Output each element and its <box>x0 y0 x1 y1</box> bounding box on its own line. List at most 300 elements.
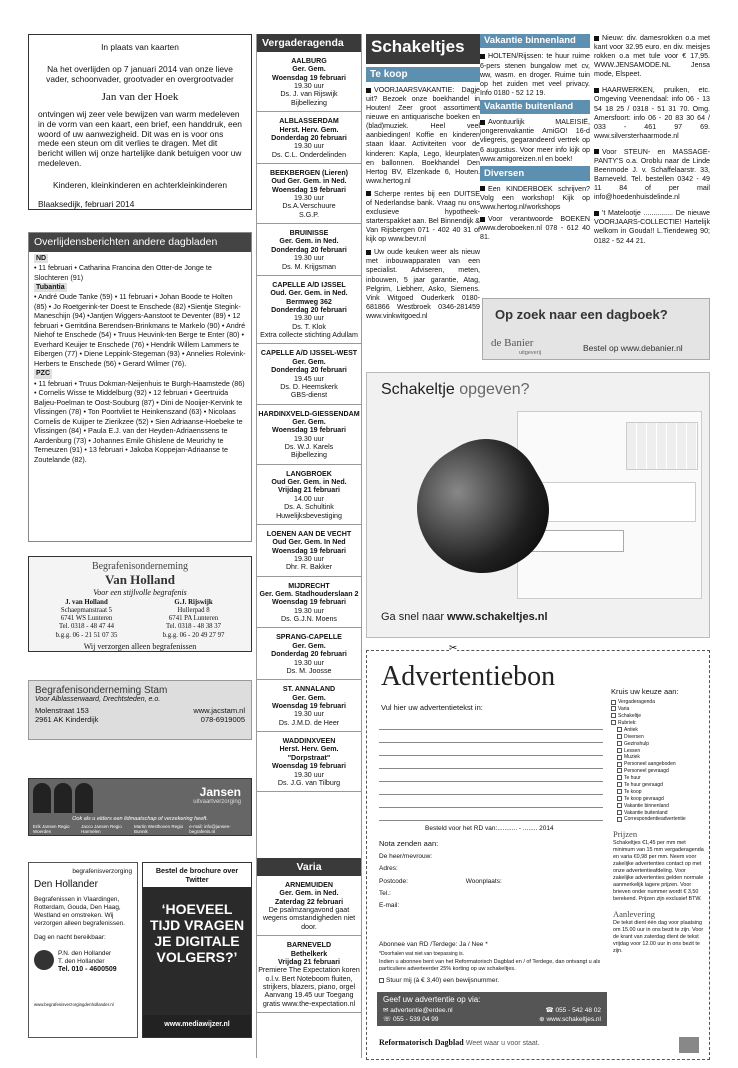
debanier-logo: de Banier <box>491 337 534 349</box>
checkbox[interactable] <box>617 810 622 815</box>
agenda-item <box>257 164 361 224</box>
twitter-ad <box>142 862 252 1038</box>
opgeven-title2: opgeven? <box>459 381 530 398</box>
stam-title: Begrafenisonderneming Stam <box>35 685 168 696</box>
choice-option[interactable] <box>611 720 707 727</box>
varia-date: Vrijdag 21 februari <box>278 957 340 966</box>
schakeltje-item <box>366 190 480 244</box>
calendar-graphic <box>626 422 698 470</box>
diversen-header: Diversen <box>480 166 590 181</box>
choice-label: Vergaderagenda <box>618 699 655 706</box>
fax-row: ☎ 055 - 542 48 02 <box>545 1007 601 1014</box>
opgeven-footer1: Ga snel naar <box>381 611 444 623</box>
email-row[interactable]: ✉ advertentie@erdee.nl <box>383 1007 453 1014</box>
hollander-top: begrafenisverzorging <box>72 868 132 875</box>
agenda-item <box>257 224 361 276</box>
agenda-item <box>257 628 361 680</box>
notice-intro: Na het overlijden op 7 januari 2014 van onze lieve vader, schoonvader, grootvader en overgrootvader <box>46 63 234 84</box>
vh-right-tel: Tel. 0318 - 48 38 37 <box>165 623 222 631</box>
agenda-place: BEEKBERGEN (Lieren) <box>269 168 349 177</box>
vh-left-bgg: b.g.g. 06 - 21 51 07 35 <box>55 631 118 639</box>
agenda-extra: Extra collecte stichting Adullam <box>260 331 358 340</box>
jansen-col: Martin Westhoven Regio Bunnik <box>133 824 184 834</box>
agenda-place: ALBLASSERDAM <box>279 117 339 126</box>
stam-tel: 078-6919005 <box>200 715 245 724</box>
prijzen-text: Schakeltjes €1,45 per mm met minimum van 15 mm vergaderagenda en varia €0,98 per mm. Neem voor zakelijke advertenties contact op met onze advertentieafdeling. Voor zakelijke advertenties gelden normale aanmerkelijk lagere prijzen. Voor brieven onder nummer wordt € 3,50 berekend. Prijzen zijn exclusief BTW. <box>613 840 704 903</box>
agenda-place: LOENEN AAN DE VECHT <box>266 529 352 538</box>
notice-signature: Kinderen, kleinkinderen en achterkleinkinderen <box>52 179 228 190</box>
choice-option[interactable] <box>617 782 707 789</box>
agenda-item <box>257 577 361 629</box>
field-label: Tel.: <box>379 890 391 898</box>
section-label: Tubantia <box>36 284 65 292</box>
obituaries-title: Overlijdensberichten andere dagbladen <box>29 233 251 252</box>
agenda-church: Ger. Gem. <box>292 357 326 366</box>
den-hollander-ad <box>28 862 138 1038</box>
agenda-extra: Bijbellezing <box>291 98 327 107</box>
choice-option[interactable] <box>617 748 707 755</box>
hollander-body: Begrafenissen in Vlaardingen, Rotterdam, Gouda, Den Haag, Westland en omstreken. Wij verzorgen alleen begrafenissen. <box>34 895 125 927</box>
agenda-speaker: Ds. G.J.N. Moens <box>281 615 337 624</box>
choice-label: Personeel gevraagd <box>624 768 669 775</box>
agenda-time: 19.30 uur <box>294 194 324 203</box>
ad-text-line[interactable] <box>379 782 603 795</box>
choice-option[interactable] <box>617 803 707 810</box>
schakeltje-item <box>594 148 710 202</box>
choice-option[interactable] <box>617 810 707 817</box>
checkbox[interactable] <box>617 755 622 760</box>
geef-label: Geef uw advertentie op via: <box>383 995 481 1004</box>
checkbox[interactable] <box>617 768 622 773</box>
agenda-date: Woensdag 19 februari <box>272 185 346 194</box>
agenda-church: Oud Ger. Gem. in Ned. <box>271 177 347 186</box>
agenda-church: Ger. Gem. in Ned. <box>279 237 339 246</box>
agenda-speaker: Ds. J. van Rijswijk <box>280 90 338 99</box>
agenda-extra: S.G.P. <box>299 210 319 219</box>
jansen-sub: uitvaartverzorging <box>193 799 241 805</box>
choice-label: Te koop gevraagd <box>624 795 664 802</box>
vakantie-binnenland-header: Vakantie binnenland <box>480 34 590 48</box>
vh-line2: Van Holland <box>105 572 175 587</box>
ad-text-line[interactable] <box>379 717 603 730</box>
email-text: advertentie@erdee.nl <box>390 1007 453 1014</box>
bon-instr: Vul hier uw advertentietekst in: <box>381 703 483 712</box>
choice-label: Correspondentieadvertentie <box>624 816 686 823</box>
vh-left-tel: Tel. 0318 - 48 47 44 <box>58 623 115 631</box>
choice-option[interactable] <box>617 796 707 803</box>
schakeltje-item <box>480 215 590 242</box>
choice-label: Personeel aangeboden <box>624 761 676 768</box>
checkbox[interactable] <box>617 741 622 746</box>
checkbox[interactable] <box>617 796 622 801</box>
agenda-place: CAPELLE A/D IJSSEL-WEST <box>260 349 358 358</box>
varia-place: BARNEVELD <box>286 941 332 950</box>
bon-besteld: Besteld voor het RD van:........... - ........ 2014 <box>425 825 554 832</box>
logo-icon <box>679 1037 699 1053</box>
van-holland-ad <box>28 556 252 652</box>
agenda-time: 19.30 uur <box>294 606 324 615</box>
checkbox[interactable] <box>617 748 622 753</box>
item-text: Voor STEUN- en MASSAGE-PANTY'S o.a. Oroblu naar de Linde Beenmode J. v. Schaffelaarstr. 33, Barneveld. Tel. bestellen 0342 - 49 11 84 of per mail info@hoedenhuisdelinde.nl <box>594 147 710 202</box>
hollander-tel: Tel. 010 - 4600509 <box>58 965 117 973</box>
agenda-date: Woensdag 19 februari <box>272 702 346 710</box>
varia-title: Varia <box>257 858 361 876</box>
bon-indien: Indien u abonnee bent van het Reformatorisch Dagblad en / of Terdege, dan ontvangt u als particuliere adverteerder 25% korting op uw schakeltjes. <box>379 959 601 973</box>
schakeltje-item <box>366 248 480 321</box>
varia-body: Premiere The Expectation koren o.l.v. Bert Noteboom fluiten, strijkers, blazers, piano, orgel Aanvang 19.45 uur Toegang gratis www.the-expectation.nl <box>258 966 360 1008</box>
choice-option[interactable] <box>617 727 707 734</box>
field-label: Woonplaats: <box>465 877 502 885</box>
varia-body: De psalmzangavond gaat wegens omstandigheden niet door. <box>262 906 356 931</box>
checkbox[interactable] <box>617 775 622 780</box>
ad-text-line[interactable] <box>379 769 603 782</box>
bon-title: Advertentiebon <box>381 661 556 692</box>
agenda-date: Donderdag 20 februari <box>271 305 347 314</box>
agenda-item <box>257 732 361 792</box>
staff-photos <box>33 783 93 813</box>
stam-sub: Voor Alblasserwaard, Drechtsteden, e.o. <box>35 696 161 703</box>
field-label: De heer/mevrouw: <box>379 853 433 860</box>
schakeltjes-col-3 <box>594 34 710 294</box>
agenda-church: Ger. Gem. <box>292 65 326 74</box>
hollander-p1: P.N. den Hollander <box>58 949 112 957</box>
agenda-time: 19.30 uur <box>294 254 324 263</box>
choice-label: Lessen <box>624 747 641 754</box>
choice-label: Te huur gevraagd <box>624 782 663 789</box>
section-text: • 11 februari • Truus Dokman-Neijenhuis te Burgh-Haamstede (86) • Cornelis Wisse te Middelburg (92) • 12 februari • Geertruida Baljeu-Poelman te Oost-Souburg (87) • Dini de Nooijer-Kervink te Vlissingen (78) • Ton Poortvliet te Heinkenszand (63) • Nicolaas Cornelis de Kuijper te Zierikzee (52) • Sien Adriaanse-Hoebeke te Vlissingen (84) • Paula E.J. van der Heyden-Adriaenssens te Aardenburg (73) • Johannes Emile Ghislene de Meurichy te Terneuzen (91) • 13 februari • Jakoba Koppejan-Adriaanse te Zoutelande (82). <box>34 378 245 464</box>
jansen-ad <box>28 778 252 836</box>
item-text: Uw oude keuken weer als nieuw met inbouwapparaten van een specialist. Adviseren, meten, inbouwen, 5 jaar garantie, Atag, Pelgrim, Liebherr, Asko, Siemens. Vink Witgoed Ouderkerk 0180-681866 Westbroek 0346-281459 www.vinkwitgoed.nl <box>366 248 480 320</box>
kruis-label: Kruis uw keuze aan: <box>611 687 679 696</box>
checkbox[interactable] <box>611 700 616 705</box>
agenda-speaker: Dhr. R. Bakker <box>285 563 333 572</box>
paper-slogan: Weet waar u voor staat. <box>465 1040 540 1047</box>
choice-label: Varia <box>618 706 630 713</box>
agenda-church: Ger. Gem. Stadhouderslaan 2 <box>259 590 359 599</box>
varia-date: Zaterdag 22 februari <box>274 897 344 906</box>
debanier-logo-sub: uitgeverij <box>519 350 542 356</box>
agenda-speaker: Ds. A. Schultink <box>284 503 334 512</box>
hollander-nacht: Dag en nacht bereikbaar: <box>34 933 106 941</box>
jansen-slogan: Ook als u elders een lidmaatschap of verzekering heeft. <box>72 816 208 822</box>
checkbox[interactable] <box>617 727 622 732</box>
choice-option[interactable] <box>617 734 707 741</box>
agenda-date: Donderdag 20 februari <box>271 133 347 142</box>
ad-text-line[interactable] <box>379 795 603 808</box>
vh-left <box>56 599 118 640</box>
twitter-big: ‘HOEVEEL TIJD VRAGEN JE DIGITALE VOLGERS?’ <box>143 887 251 1015</box>
agenda-church: Herst. Herv. Gem. "Dorpstraat" <box>279 745 339 762</box>
checkbox[interactable] <box>611 720 616 725</box>
web-row[interactable]: ⊕ www.schakeltjes.nl <box>539 1016 601 1023</box>
choice-label: Gezinshulp <box>624 740 650 747</box>
phone-row[interactable]: ☏ 055 - 539 04 99 <box>383 1016 439 1023</box>
agenda-item <box>257 344 361 404</box>
agenda-time: 19.30 uur <box>294 770 324 779</box>
agenda-date: Woensdag 19 februari <box>272 546 346 555</box>
obituaries-box <box>28 232 252 542</box>
choice-label: Rubriek: <box>618 720 637 727</box>
agenda-speaker: Ds.A.Verschuure <box>282 202 336 211</box>
agenda-time: 19.30 uur <box>294 554 324 563</box>
vh-right-name: G.J. Rijswijk <box>174 599 213 606</box>
agenda-list <box>257 52 361 792</box>
schakeltjes-col-2 <box>480 34 590 284</box>
debanier-ad <box>482 298 710 360</box>
varia-place: ARNEMUIDEN <box>284 881 334 889</box>
agenda-place: AALBURG <box>291 57 327 65</box>
bon-doorhalen: *Doorhalen wat niet van toepassing is. <box>379 951 465 958</box>
schakeltjes-col <box>366 34 480 374</box>
twitter-top: Bestel de brochure over Twitter <box>155 866 239 884</box>
item-text: 't Matelootje ............... De nieuwe VOORJAARS-COLLECTIE! Hartelijk welkom in Gouda!! L.Tiendeweg 90; 0182 - 52 44 21. <box>594 209 710 245</box>
item-text: HAARWERKEN, pruiken, etc. Omgeving Veenendaal: info 06 - 13 54 18 25 / 0318 - 51 31 70. Omg. Amersfoort: info 06 - 20 83 30 64 / 033 - 461 97 69. www.silversterhaarmode.nl <box>594 86 710 140</box>
stam-addr: Molenstraat 153 <box>35 706 89 715</box>
section-text: • 11 februari • Catharina Francina den Otter-de Jonge te Slochteren (91) <box>34 263 212 282</box>
choice-option[interactable] <box>617 775 707 782</box>
agenda-time: 19.30 uur <box>294 314 324 323</box>
checkbox[interactable] <box>611 706 616 711</box>
agenda-speaker: Ds. J.G. van Tilburg <box>277 778 341 787</box>
checkbox[interactable] <box>379 978 384 983</box>
phone-text: 055 - 539 04 99 <box>392 1016 439 1023</box>
field-label: Adres: <box>379 865 398 873</box>
field-row[interactable] <box>379 851 607 863</box>
agenda-date: Woensdag 19 februari <box>272 426 346 435</box>
choice-label: Te koop <box>624 788 642 795</box>
item-text: VOORJAARSVAKANTIE: Dagje uit? Bezoek onze boekhandel in Houten! Zeer groot assortiment nieuwe en antiquarische boeken en (blad)muziek. Heel veel aanbiedingen! Koffie en kinderen staan klaar. Activiteiten voor de kinderen: Kapla, Lego, kleurplaten en ballonnen. Boekhandel Den Hertog BV, Elzenkade 6, Houten. www.hertog.nl <box>366 86 480 185</box>
agenda-item <box>257 680 361 732</box>
vergaderagenda-title: Vergaderagenda <box>257 34 361 52</box>
checkbox[interactable] <box>617 817 622 822</box>
agenda-time: 19.30 uur <box>294 434 324 443</box>
item-text: Voor verantwoorde BOEKEN www.deroboeken.nl 078 - 612 40 81. <box>480 214 590 242</box>
agenda-extra: Bijbellezing <box>291 451 327 460</box>
agenda-place: LANGBROEK <box>286 469 332 478</box>
schakeltje-item <box>594 34 710 79</box>
field-label: Postcode: <box>379 877 408 885</box>
hollander-p2: T. den Hollander <box>58 957 105 965</box>
agenda-speaker: Ds. C.L. Onderdelinden <box>271 150 347 159</box>
schakeltje-item <box>366 86 480 186</box>
field-row[interactable] <box>379 900 607 912</box>
agenda-extra: Huwelijksbevestiging <box>276 511 342 520</box>
vh-footer: Wij verzorgen alleen begrafenissen <box>83 641 197 651</box>
choice-option[interactable] <box>617 754 707 761</box>
schakeltje-item <box>480 52 590 97</box>
contact-bar <box>377 992 607 1026</box>
ad-text-line[interactable] <box>379 730 603 743</box>
schakeltjes-title: Schakeltjes <box>366 34 480 64</box>
agenda-item <box>257 525 361 577</box>
item-text: Een KINDERBOEK schrijven? Volg een workshop! Kijk op www.hertog.nl/workshops <box>480 184 590 211</box>
varia <box>256 858 362 1058</box>
checkbox[interactable] <box>617 734 622 739</box>
choice-label: Muziek <box>624 754 640 761</box>
agenda-extra: GBS-dienst <box>290 391 328 400</box>
agenda-item <box>257 52 361 112</box>
family-thanks-notice <box>28 34 252 210</box>
vh-right-city: 6741 PA Lunteren <box>168 615 219 623</box>
agenda-place: BRUINISSE <box>289 229 329 238</box>
deceased-name: Jan van der Hoek <box>101 91 179 104</box>
jansen-col: Erik Jansen Regio Woerden <box>33 824 70 834</box>
checkbox[interactable] <box>617 803 622 808</box>
schakeltje-item <box>480 118 590 163</box>
agenda-date: Donderdag 20 februari <box>271 245 347 254</box>
choice-label: Vakantie buitenland <box>624 809 668 816</box>
agenda-place: CAPELLE A/D IJSSEL <box>272 280 346 289</box>
field-row[interactable] <box>379 888 607 900</box>
opgeven-title1: Schakeltje <box>381 381 455 398</box>
varia-item <box>257 936 361 1013</box>
agenda-item <box>257 465 361 525</box>
agenda-church: Ger. Gem. <box>292 641 326 650</box>
web-text: www.schakeltjes.nl <box>546 1016 601 1023</box>
bon-naam: Nota zenden aan: <box>379 839 439 848</box>
agenda-date: Woensdag 19 februari <box>272 762 346 771</box>
choice-option[interactable] <box>617 789 707 796</box>
item-text: Avontuurlijk MALEISIË, jongerenvakantie AmiGO! 16-d vliegreis, gegarandeerd vertrek op 6 augustus. Voor meer info kijk op www.amigoreizen.nl en boek! <box>480 118 590 163</box>
varia-list <box>257 876 361 1013</box>
stam-web: www.jacstam.nl <box>193 706 245 715</box>
agenda-date: Woensdag 19 februari <box>272 598 346 607</box>
debanier-question: Op zoek naar een dagboek? <box>495 307 668 322</box>
item-text: Nieuw: div. damesrokken o.a met kant voor 32.95 euro. en div. meisjes rokken o.a met tule voor € 17,95. WWW.JENSAMODE.NL Jensa mode, Elspeet. <box>594 34 710 79</box>
twitter-web[interactable]: www.mediawijzer.nl <box>143 1015 251 1037</box>
agenda-speaker: Ds. M. Krijgsman <box>282 262 336 271</box>
agenda-place: HARDINXVELD-GIESSENDAM <box>258 409 360 418</box>
hollander-logo <box>34 950 54 970</box>
notice-body: ontvingen wij zeer vele bewijzen van warm medeleven in de vorm van een kaart, een brief, een handdruk, een woord of uw aanwezigheid. Dit was en is voor ons mede een steun om dit verlies te dragen. Met dit bericht willen wij onze hartelijke dank betuigen voor uw medeleven. <box>38 109 242 168</box>
field-label: E-mail: <box>379 902 400 910</box>
agenda-speaker: Ds. J.M.D. de Heer <box>278 718 340 727</box>
bon-stuur[interactable] <box>379 977 607 985</box>
choice-option[interactable] <box>611 699 707 706</box>
ad-text-line[interactable] <box>379 756 603 769</box>
checkbox[interactable] <box>611 713 616 718</box>
agenda-time: 19.30 uur <box>294 658 324 667</box>
jansen-col: Jacco Jansen Regio Harmelen <box>81 824 122 834</box>
agenda-church: Oud Ger. Gem. in Ned. <box>271 478 347 487</box>
item-text: HOLTEN/Rijssen: te huur ruime 6-pers stenen bungalow met cv, ww, wasm. en droger. Ruime tuin op het zuiden met veel privacy. Info 0180 - 52 12 19. <box>480 52 590 97</box>
paper-name: Reformatorisch Dagblad <box>379 1038 464 1047</box>
hollander-web[interactable]: www.begrafenisverzorgingdenhollander.nl <box>34 1002 114 1008</box>
ad-text-lines[interactable] <box>379 717 603 821</box>
choice-option[interactable] <box>617 761 707 768</box>
vergaderagenda <box>256 34 362 858</box>
bon-abonnee: Abonnee van RD /Terdege: Ja / Nee * <box>379 941 488 948</box>
checkbox[interactable] <box>617 782 622 787</box>
hollander-name: Den Hollander <box>34 879 98 890</box>
vh-right-addr: Hullerpad 8 <box>177 607 210 615</box>
checkbox[interactable] <box>617 789 622 794</box>
jansen-col: e-mail: info@jansen-begrafenis.nl <box>189 824 231 834</box>
agenda-church: Ger. Gem. <box>292 417 326 426</box>
notice-heading: In plaats van kaarten <box>101 42 179 52</box>
agenda-date: Woensdag 19 februari <box>272 73 346 82</box>
agenda-church: Ger. Gem. <box>292 693 326 702</box>
agenda-speaker: Ds. T. Klok <box>292 322 326 331</box>
schakeltje-item <box>480 185 590 212</box>
opgeven-footer2[interactable]: www.schakeltjes.nl <box>447 611 548 623</box>
agenda-speaker: Ds. W.J. Karels <box>284 443 334 452</box>
choice-label: Schakeltje <box>618 713 642 720</box>
agenda-church: Oud. Ger. Gem. in Ned. Bermweg 362 <box>270 289 348 306</box>
vh-right <box>163 599 225 640</box>
ad-text-line[interactable] <box>379 808 603 821</box>
varia-church: Bethelkerk <box>290 949 328 958</box>
choice-label: Diversen <box>624 733 644 740</box>
agenda-church: Oud Ger. Gem. In Ned <box>272 538 346 547</box>
obit-section <box>34 253 246 282</box>
agenda-place: WADDINXVEEN <box>282 737 336 746</box>
agenda-date: Donderdag 20 februari <box>271 650 347 659</box>
obit-section <box>34 282 246 368</box>
aanlevering-text: De tekst dient één dag voor plaatsing om 15.00 uur in ons bezit te zijn. Voor de krant van zaterdag dient de tekst vrijdag voor 12.00 uur in ons bezit te zijn. <box>613 920 704 955</box>
vakantie-buitenland-header: Vakantie buitenland <box>480 100 590 114</box>
agenda-time: 19.30 uur <box>294 142 324 151</box>
field-row[interactable] <box>379 876 607 888</box>
agenda-speaker: Ds. M. Joosse <box>286 666 332 675</box>
textarea-graphic <box>524 482 696 522</box>
section-text: • André Oude Tanke (59) • 11 februari • Johan Boode te Holten (85) • Jo Roetgerink-ter Doest te Enschede (82) •Sientje Stegink-Maneschijn (94) •Jantjen Wiggers-Aanstoot te Deventer (89) • 12 februari • Gerritdina Berendsen-Brinkmans te Markelo (90) • André Niehof te Enschede (54) • Truus Heuvink-ten Berge te Enter (80) • Everhard Keuijer te Enschede (76) • Hendrik Willem Lammers te Eibergen (77) • Diene Leppink-Stegeman (93) • Annelies Rolevink-Herbers te Enschede (56) • Gerard Wilmer (76). <box>34 292 246 368</box>
vh-line1: Begrafenisonderneming <box>91 561 189 572</box>
opgeven-ad <box>366 372 710 638</box>
choice-option[interactable] <box>617 816 707 823</box>
choice-option[interactable] <box>611 706 707 713</box>
schakeltje-item <box>594 86 710 140</box>
agenda-time: 19.45 uur <box>294 374 324 383</box>
checkbox[interactable] <box>617 762 622 767</box>
field-row[interactable] <box>379 863 607 875</box>
stam-city: 2961 AK Kinderdijk <box>35 715 99 724</box>
agenda-place: SPRANG-CAPELLE <box>276 633 342 642</box>
choice-panel <box>611 687 707 823</box>
agenda-place: MIJDRECHT <box>288 581 330 590</box>
agenda-item <box>257 276 361 345</box>
agenda-time: 19.30 uur <box>294 82 324 91</box>
agenda-time: 14.00 uur <box>294 494 324 503</box>
prijzen-title: Prijzen <box>613 829 638 839</box>
agenda-speaker: Ds. D. Heemskerk <box>280 382 338 391</box>
choice-label: Antiek <box>624 726 638 733</box>
vh-left-city: 6741 WS Lunteren <box>60 615 113 623</box>
agenda-place: ST. ANNALAND <box>282 685 336 694</box>
varia-church: Ger. Gem. in Ned. <box>279 889 339 898</box>
advertentiebon <box>366 643 710 1060</box>
debanier-cta[interactable]: Bestel op www.debanier.nl <box>583 343 683 353</box>
choice-label: Vakantie binnenland <box>624 802 669 809</box>
bon-stuur-label: Stuur mij (à € 3,40) een bewijsnummer. <box>386 977 500 985</box>
schakeltje-item <box>594 209 710 245</box>
agenda-item <box>257 405 361 465</box>
agenda-item <box>257 112 361 164</box>
choice-option[interactable] <box>611 713 707 720</box>
vh-left-name: J. van Holland <box>65 599 108 606</box>
vh-left-addr: Schaepmanstraat 5 <box>60 607 113 615</box>
agenda-church: Herst. Herv. Gem. <box>279 125 339 134</box>
agenda-date: Vrijdag 21 februari <box>278 486 340 495</box>
agenda-date: Donderdag 20 februari <box>271 366 347 375</box>
choice-option[interactable] <box>617 741 707 748</box>
section-label: PZC <box>36 370 50 378</box>
ad-text-line[interactable] <box>379 743 603 756</box>
choice-label: Te huur <box>624 775 641 782</box>
choice-option[interactable] <box>617 768 707 775</box>
obit-section <box>34 368 246 464</box>
notice-place-date: Blaaksedijk, februari 2014 <box>38 199 135 210</box>
